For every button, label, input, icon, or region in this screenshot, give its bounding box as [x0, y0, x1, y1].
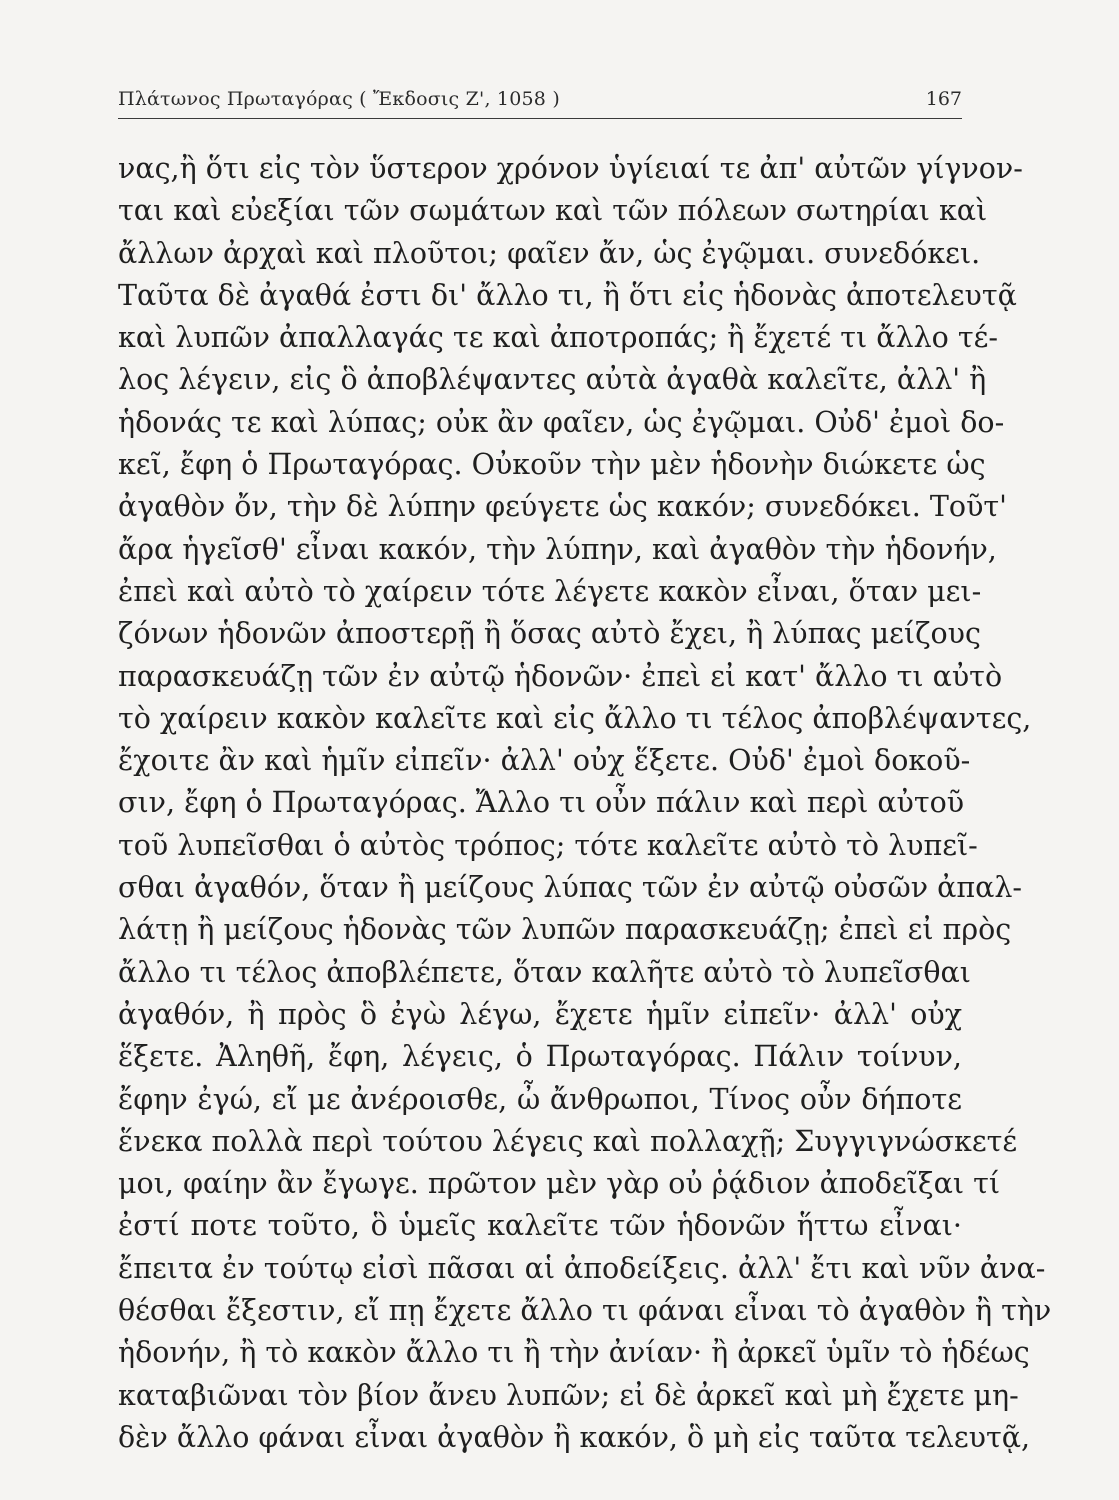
text-line: ἐστί ποτε τοῦτο, ὃ ὑμεῖς καλεῖτε τῶν ἡδονῶν ἥττω εἶναι· — [118, 1209, 962, 1243]
text-line: ται καὶ εὐεξίαι τῶν σωμάτων καὶ τῶν πόλεων σωτηρίαι καὶ — [118, 194, 988, 228]
text-line: καταβιῶναι τὸν βίον ἄνευ λυπῶν; εἰ δὲ ἀρκεῖ καὶ μὴ ἔχετε μη- — [118, 1378, 1019, 1412]
page-number: 167 — [925, 88, 962, 110]
text-line: ἡδονήν, ἢ τὸ κακὸν ἄλλο τι ἢ τὴν ἀνίαν· ἢ ἀρκεῖ ὑμῖν τὸ ἡδέως — [118, 1336, 1030, 1370]
text-line: παρασκευάζῃ τῶν ἐν αὐτῷ ἡδονῶν· ἐπεὶ εἰ κατ' ἄλλο τι αὐτὸ — [118, 659, 1003, 693]
text-line: ἕξετε. Ἀληθῆ, ἔφη, λέγεις, ὁ Πρωταγόρας. Πάλιν τοίνυν, — [118, 1040, 962, 1074]
text-line: ζόνων ἡδονῶν ἀποστερῇ ἢ ὅσας αὐτὸ ἔχει, ἢ λύπας μείζους — [118, 617, 981, 651]
running-title: Πλάτωνος Πρωταγόρας ( Ἔκδοσις Ζ', 1058 ) — [118, 88, 560, 110]
text-line: νας,ἢ ὅτι εἰς τὸν ὕστερον χρόνον ὑγίειαί τε ἀπ' αὐτῶν γίγνον- — [118, 152, 1023, 185]
running-header — [118, 86, 962, 114]
text-line: ἔχοιτε ἂν καὶ ἡμῖν εἰπεῖν· ἀλλ' οὐχ ἕξετε. Οὐδ' ἐμοὶ δοκοῦ- — [118, 744, 971, 778]
text-line: καὶ λυπῶν ἀπαλλαγάς τε καὶ ἀποτροπάς; ἢ ἔχετέ τι ἄλλο τέ- — [118, 321, 999, 355]
text-line: θέσθαι ἔξεστιν, εἴ πῃ ἔχετε ἄλλο τι φάναι εἶναι τὸ ἀγαθὸν ἢ τὴν — [118, 1294, 1052, 1328]
text-line: ἡδονάς τε καὶ λύπας; οὐκ ἂν φαῖεν, ὡς ἐγῷμαι. Οὐδ' ἐμοὶ δο- — [118, 405, 1005, 439]
text-line: ἔφην ἐγώ, εἴ με ἀνέροισθε, ὦ ἄνθρωποι, Τίνος οὖν δήποτε — [118, 1082, 962, 1116]
text-line: ἕνεκα πολλὰ περὶ τούτου λέγεις καὶ πολλαχῇ; Συγγιγνώσκετέ — [118, 1124, 1018, 1158]
text-line: δὲν ἄλλο φάναι εἶναι ἀγαθὸν ἢ κακόν, ὃ μὴ εἰς ταῦτα τελευτᾷ, — [118, 1420, 1031, 1454]
text-line: ἄλλων ἀρχαὶ καὶ πλοῦτοι; φαῖεν ἄν, ὡς ἐγῷμαι. συνεδόκει. — [118, 236, 981, 270]
text-line: τὸ χαίρειν κακὸν καλεῖτε καὶ εἰς ἄλλο τι τέλος ἀποβλέψαντες, — [118, 701, 1032, 735]
text-line: ἄλλο τι τέλος ἀποβλέπετε, ὅταν καλῆτε αὐτὸ τὸ λυπεῖσθαι — [118, 955, 971, 989]
text-line: κεῖ, ἔφη ὁ Πρωταγόρας. Οὐκοῦν τὴν μὲν ἡδονὴν διώκετε ὡς — [118, 448, 986, 482]
text-line: μοι, φαίην ἂν ἔγωγε. πρῶτον μὲν γὰρ οὐ ῥᾴδιον ἀποδεῖξαι τί — [118, 1167, 1001, 1201]
text-line: ἔπειτα ἐν τούτῳ εἰσὶ πᾶσαι αἱ ἀποδείξεις. ἀλλ' ἔτι καὶ νῦν ἀνα- — [118, 1251, 1046, 1285]
text-line: ἐπεὶ καὶ αὐτὸ τὸ χαίρειν τότε λέγετε κακὸν εἶναι, ὅταν μει- — [118, 574, 982, 608]
text-line: Ταῦτα δὲ ἀγαθά ἐστι δι' ἄλλο τι, ἢ ὅτι εἰς ἡδονὰς ἀποτελευτᾷ — [118, 278, 1017, 312]
text-line: ἀγαθὸν ὄν, τὴν δὲ λύπην φεύγετε ὡς κακόν; συνεδόκει. Τοῦτ' — [118, 490, 1008, 524]
greek-text-body — [118, 148, 1052, 1459]
text-line: σθαι ἀγαθόν, ὅταν ἢ μείζους λύπας τῶν ἐν αὐτῷ οὐσῶν ἀπαλ- — [118, 871, 1023, 905]
text-line: τοῦ λυπεῖσθαι ὁ αὐτὸς τρόπος; τότε καλεῖτε αὐτὸ τὸ λυπεῖ- — [118, 828, 978, 862]
text-line: λάτῃ ἢ μείζους ἡδονὰς τῶν λυπῶν παρασκευάζῃ; ἐπεὶ εἰ πρὸς — [118, 913, 1012, 947]
text-line: σιν, ἔφη ὁ Πρωταγόρας. Ἄλλο τι οὖν πάλιν καὶ περὶ αὐτοῦ — [118, 786, 965, 820]
text-line: λος λέγειν, εἰς ὃ ἀποβλέψαντες αὐτὰ ἀγαθὰ καλεῖτε, ἀλλ' ἢ — [118, 363, 987, 397]
text-line: ἀγαθόν, ἢ πρὸς ὃ ἐγὼ λέγω, ἔχετε ἡμῖν εἰπεῖν· ἀλλ' οὐχ — [118, 997, 962, 1031]
header-rule — [118, 118, 962, 119]
text-line: ἄρα ἡγεῖσθ' εἶναι κακόν, τὴν λύπην, καὶ ἀγαθὸν τὴν ἡδονήν, — [118, 532, 997, 566]
